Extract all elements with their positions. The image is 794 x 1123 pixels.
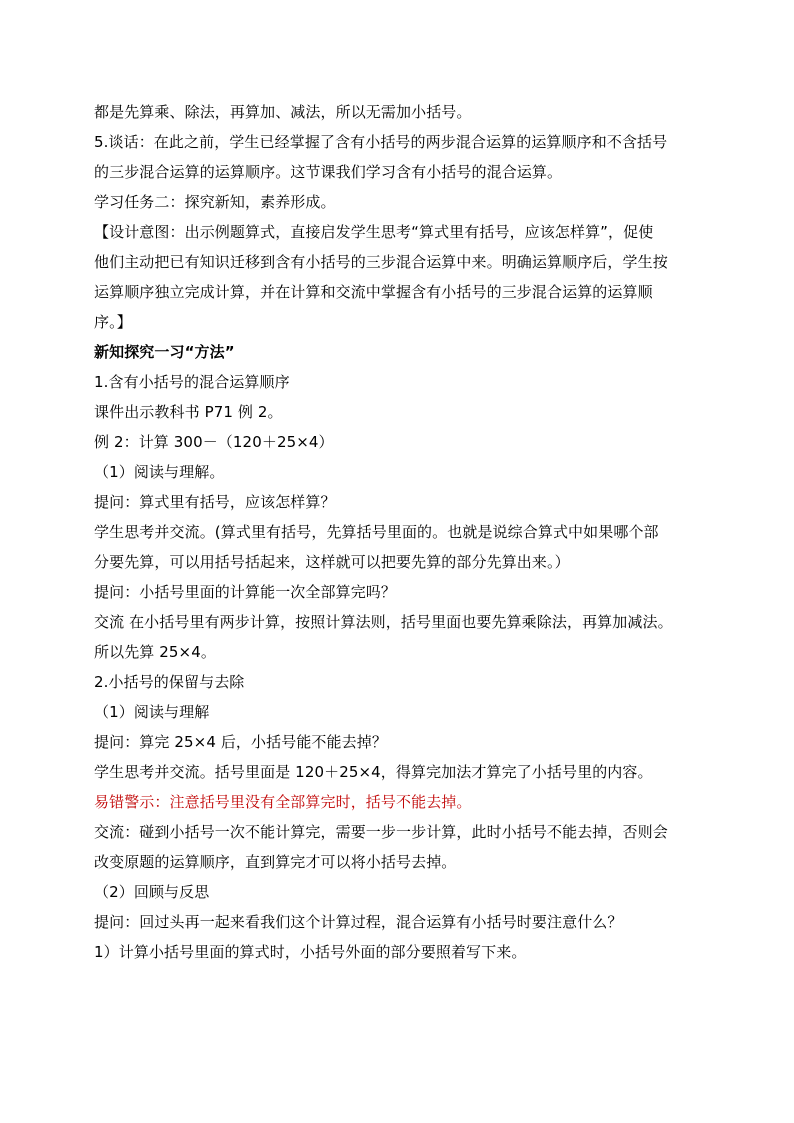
text-line: 改变原题的运算顺序，直到算完才可以将小括号去掉。	[94, 853, 457, 871]
text-line: 的三步混合运算的运算顺序。这节课我们学习含有小括号的混合运算。	[94, 163, 563, 181]
text-line: 所以先算 25×4。	[94, 643, 216, 661]
numbered-heading: 2.小括号的保留与去除	[94, 673, 245, 691]
design-intent-line: 他们主动把已有知识迁移到含有小括号的三步混合运算中来。明确运算顺序后，学生按	[94, 253, 668, 271]
question-line: 提问：小括号里面的计算能一次全部算完吗？	[94, 583, 397, 601]
text-line: 交流 在小括号里有两步计算，按照计算法则，括号里面也要先算乘除法，再算加减法。	[94, 613, 673, 631]
question-line: 提问：算完 25×4 后，小括号能不能去掉？	[94, 733, 387, 751]
warning-note: 易错警示：注意括号里没有全部算完时，括号不能去掉。	[94, 793, 472, 811]
design-intent-line: 运算顺序独立完成计算，并在计算和交流中掌握含有小括号的三步混合运算的运算顺	[94, 283, 653, 301]
subsection-heading: 新知探究一习“方法”	[94, 343, 235, 361]
text-line: （1）阅读与理解	[94, 703, 210, 721]
text-line: 都是先算乘、除法，再算加、减法，所以无需加小括号。	[94, 103, 472, 121]
text-line: 1）计算小括号里面的算式时，小括号外面的部分要照着写下来。	[94, 943, 527, 961]
text-line: 5.谈话：在此之前，学生已经掌握了含有小括号的两步混合运算的运算顺序和不含括号	[94, 133, 668, 151]
text-line: 学生思考并交流。(算式里有括号，先算括号里面的。也就是说综合算式中如果哪个部	[94, 523, 659, 541]
question-line: 提问：算式里有括号，应该怎样算？	[94, 493, 336, 511]
text-line: （2）回顾与反思	[94, 883, 210, 901]
text-line: 交流：碰到小括号一次不能计算完，需要一步一步计算，此时小括号不能去掉，否则会	[94, 823, 668, 841]
numbered-heading: 1.含有小括号的混合运算顺序	[94, 373, 290, 391]
question-line: 提问：回过头再一起来看我们这个计算过程，混合运算有小括号时要注意什么？	[94, 913, 623, 931]
example-problem: 例 2：计算 300－（120＋25×4）	[94, 433, 334, 451]
design-intent-line: 【设计意图：出示例题算式，直接启发学生思考“算式里有括号，应该怎样算”，促使	[94, 223, 654, 241]
design-intent-line: 序。】	[94, 313, 132, 331]
text-line: 学生思考并交流。括号里面是 120＋25×4，得算完加法才算完了小括号里的内容。	[94, 763, 653, 781]
text-line: 课件出示教科书 P71 例 2。	[94, 403, 283, 421]
section-heading: 学习任务二：探究新知，素养形成。	[94, 193, 336, 211]
text-line: （1）阅读与理解。	[94, 463, 225, 481]
text-line: 分要先算，可以用括号括起来，这样就可以把要先算的部分先算出来。）	[94, 553, 570, 571]
document-page	[94, 97, 709, 967]
